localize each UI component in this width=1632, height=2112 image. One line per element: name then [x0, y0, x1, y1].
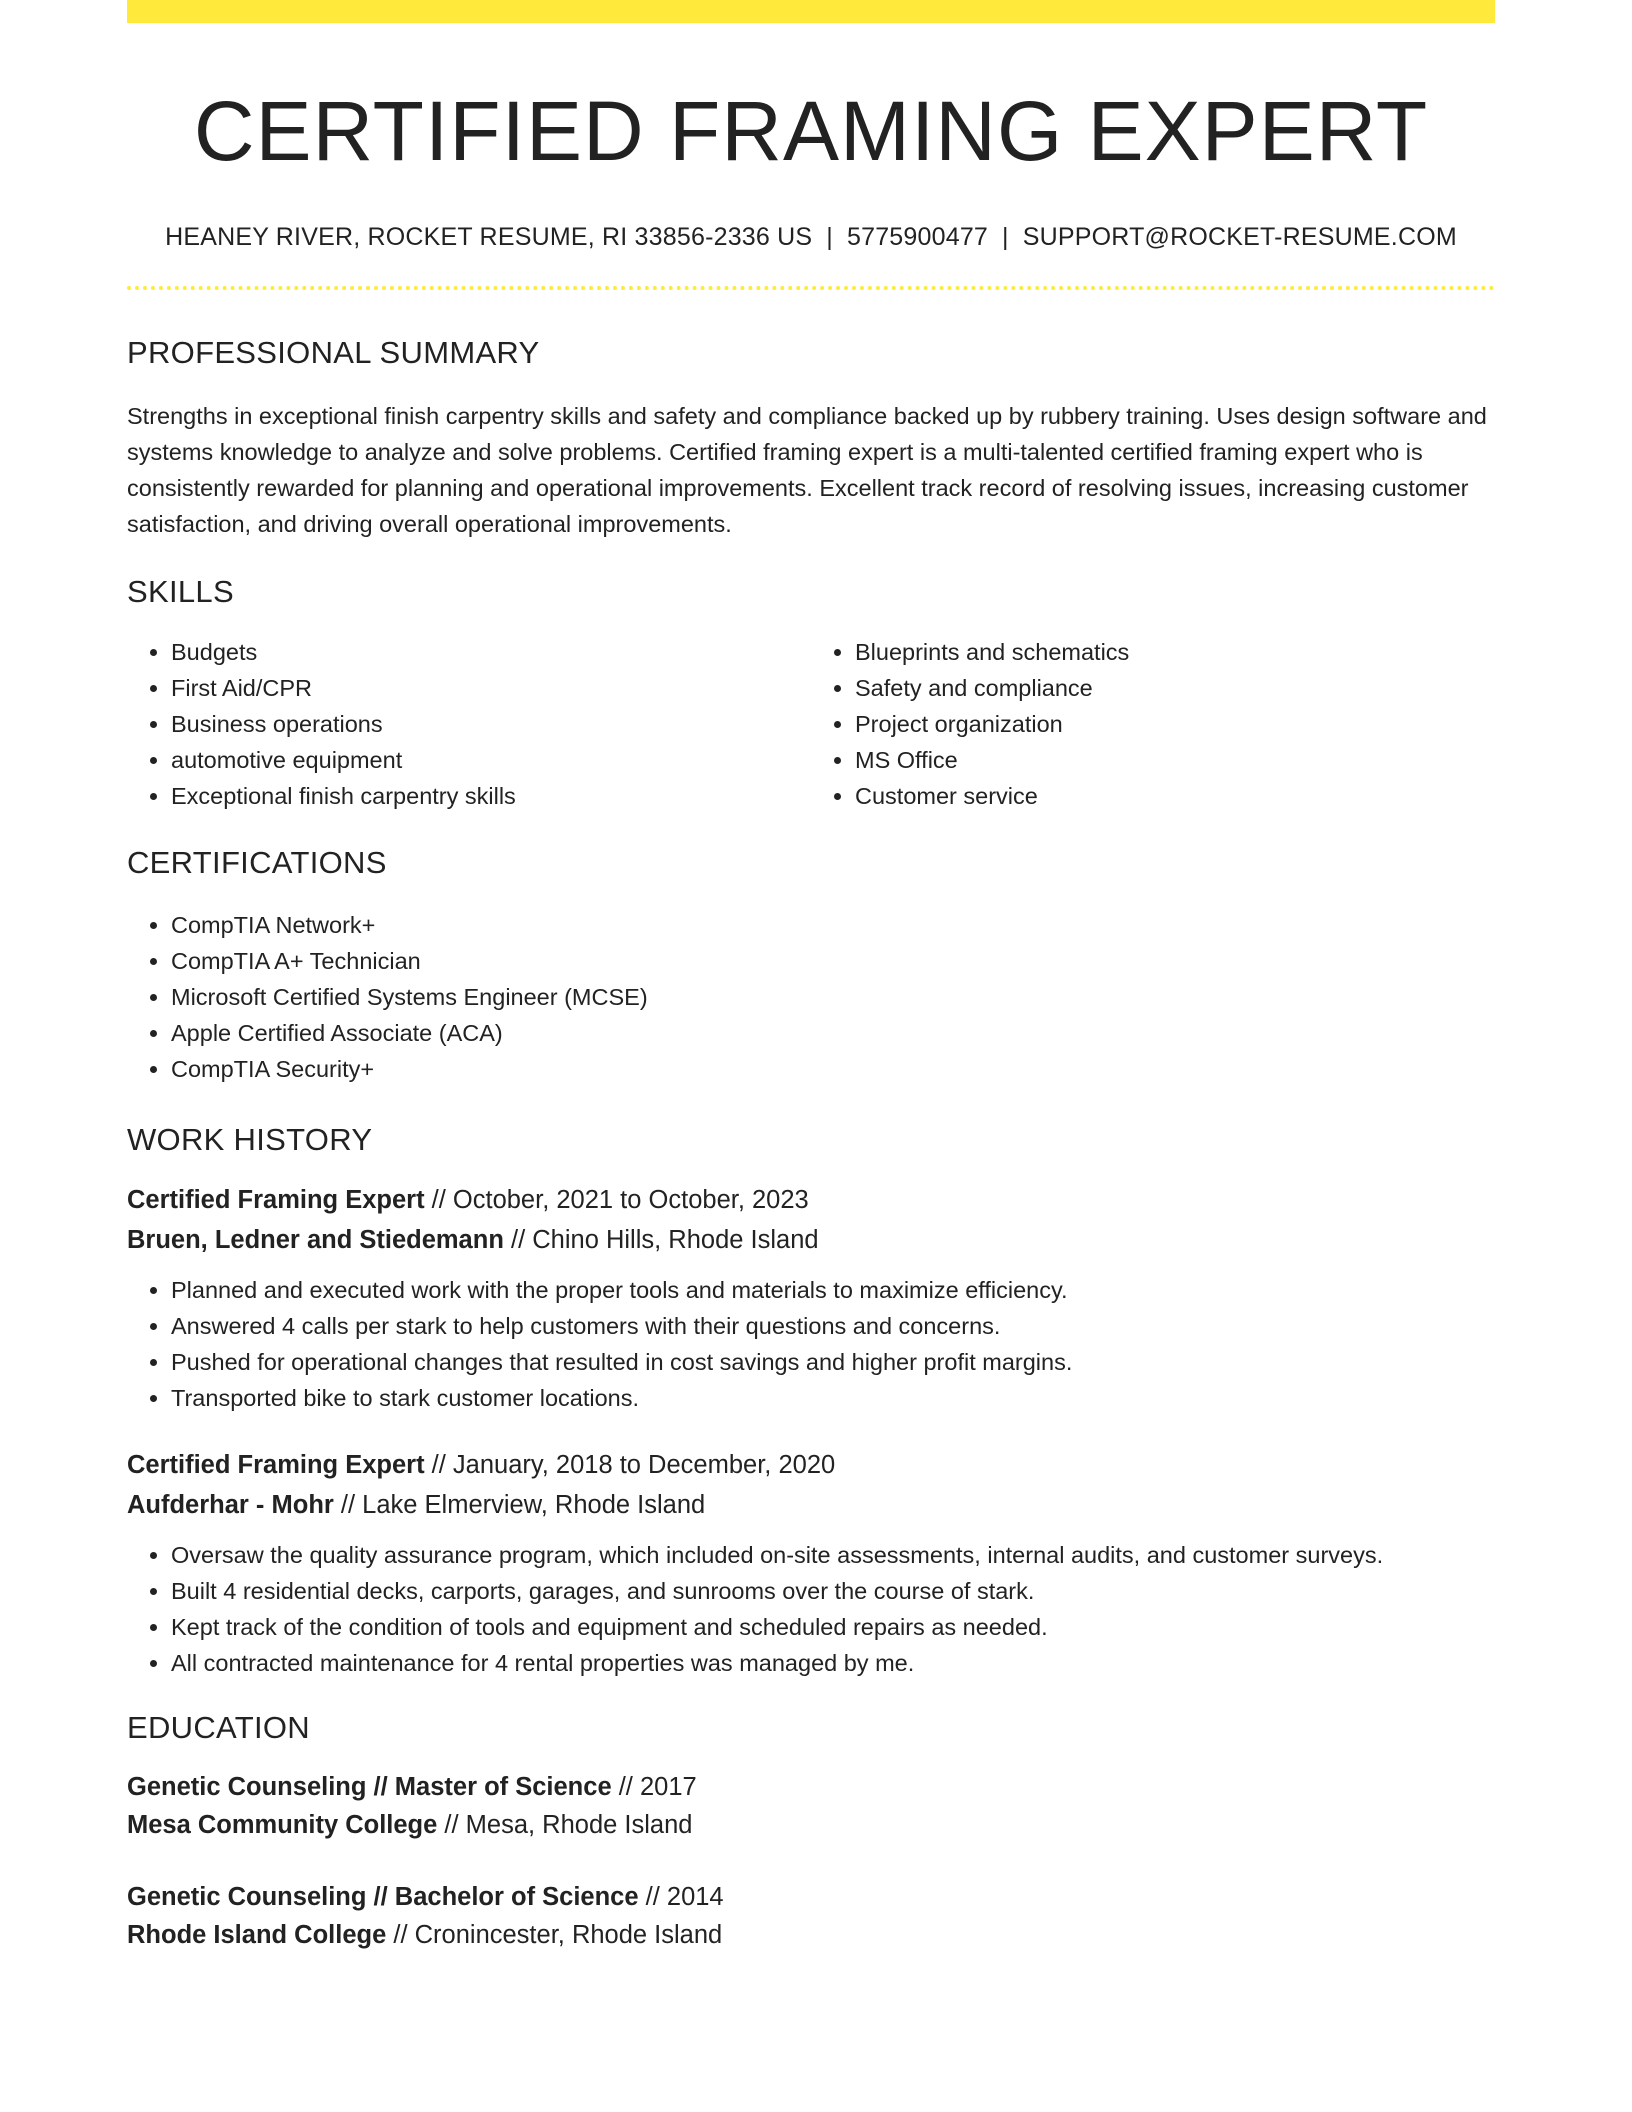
job-role: Certified Framing Expert: [127, 1451, 425, 1480]
certification-item: • Apple Certified Associate (ACA): [171, 1015, 1495, 1051]
job-bullets: [127, 1537, 1495, 1681]
contact-separator: |: [1002, 223, 1009, 252]
certifications-list: [127, 907, 1495, 1087]
job-location: // Lake Elmerview, Rhode Island: [333, 1491, 706, 1520]
education-entry: [127, 1768, 1495, 1844]
skill-item: • Budgets: [171, 634, 811, 670]
contact-separator: |: [826, 223, 833, 252]
job-company: Bruen, Ledner and Stiedemann: [127, 1226, 504, 1255]
job-entry: [127, 1180, 1495, 1416]
contact-line: [127, 223, 1495, 252]
education-degree-line: [127, 1768, 1495, 1806]
contact-phone: 5775900477: [847, 223, 989, 252]
education-location: // Mesa, Rhode Island: [437, 1811, 693, 1840]
skill-item: • MS Office: [855, 742, 1495, 778]
education-year: // 2017: [611, 1773, 697, 1802]
education-school-line: [127, 1806, 1495, 1844]
education-heading: EDUCATION: [127, 1710, 310, 1746]
summary-text: Strengths in exceptional finish carpentry skills and safety and compliance backed up by rubbery training. Uses design software and systems knowledge to analyze and solve problems. Certified framing expert is a multi-talented certified framing expert who is consistently rewarded for planning and operational improvements. Excellent track record of resolving issues, increasing customer satisfaction, and driving overall operational improvements.: [127, 402, 1487, 537]
job-dates: // January, 2018 to December, 2020: [424, 1451, 836, 1480]
skills-columns: [127, 634, 1495, 814]
job-bullet: • Oversaw the quality assurance program, which included on-site assessments, internal audits, and customer surveys.: [171, 1537, 1495, 1573]
education-degree: Genetic Counseling // Master of Science: [127, 1773, 612, 1802]
job-dates: // October, 2021 to October, 2023: [424, 1186, 809, 1215]
candidate-name: CERTIFIED FRAMING EXPERT: [193, 84, 1429, 178]
contact-address: HEANEY RIVER, ROCKET RESUME, RI 33856-2336 US: [165, 223, 813, 252]
job-bullet: • Answered 4 calls per stark to help customers with their questions and concerns.: [171, 1308, 1495, 1344]
job-title-line: [127, 1180, 1495, 1220]
education-school: Rhode Island College: [127, 1921, 387, 1950]
job-bullet: • Transported bike to stark customer locations.: [171, 1380, 1495, 1416]
summary-heading: PROFESSIONAL SUMMARY: [127, 335, 540, 371]
education-entry: [127, 1878, 1495, 1954]
job-bullet: • All contracted maintenance for 4 rental properties was managed by me.: [171, 1645, 1495, 1681]
job-bullet: • Pushed for operational changes that resulted in cost savings and higher profit margins.: [171, 1344, 1495, 1380]
education-location: // Cronincester, Rhode Island: [386, 1921, 723, 1950]
dotted-divider: [127, 286, 1495, 290]
skill-item: • Safety and compliance: [855, 670, 1495, 706]
job-bullets: [127, 1272, 1495, 1416]
job-bullet: • Built 4 residential decks, carports, garages, and sunrooms over the course of stark.: [171, 1573, 1495, 1609]
skills-list-right: [811, 634, 1495, 814]
skills-list-left: [127, 634, 811, 814]
education-year: // 2014: [638, 1883, 724, 1912]
skill-item: • Project organization: [855, 706, 1495, 742]
skills-heading: SKILLS: [127, 573, 234, 609]
job-bullet: • Planned and executed work with the proper tools and materials to maximize efficiency.: [171, 1272, 1495, 1308]
skill-item: • First Aid/CPR: [171, 670, 811, 706]
certification-item: • CompTIA Security+: [171, 1051, 1495, 1087]
job-role: Certified Framing Expert: [127, 1186, 425, 1215]
job-company-line: [127, 1220, 1495, 1260]
job-company: Aufderhar - Mohr: [127, 1491, 334, 1520]
work-history-heading: WORK HISTORY: [127, 1121, 373, 1157]
resume-page: [127, 0, 1495, 1954]
certification-item: • Microsoft Certified Systems Engineer (MCSE): [171, 979, 1495, 1015]
education-school: Mesa Community College: [127, 1811, 438, 1840]
education-degree-line: [127, 1878, 1495, 1916]
education-school-line: [127, 1916, 1495, 1954]
skill-item: • Business operations: [171, 706, 811, 742]
job-company-line: [127, 1485, 1495, 1525]
skill-item: • Customer service: [855, 778, 1495, 814]
contact-email: SUPPORT@ROCKET-RESUME.COM: [1022, 223, 1457, 252]
skill-item: • automotive equipment: [171, 742, 811, 778]
education-degree: Genetic Counseling // Bachelor of Science: [127, 1883, 639, 1912]
job-location: // Chino Hills, Rhode Island: [503, 1226, 819, 1255]
skill-item: • Exceptional finish carpentry skills: [171, 778, 811, 814]
skill-item: • Blueprints and schematics: [855, 634, 1495, 670]
job-bullet: • Kept track of the condition of tools and equipment and scheduled repairs as needed.: [171, 1609, 1495, 1645]
accent-top-bar: [127, 0, 1495, 23]
certifications-heading: CERTIFICATIONS: [127, 844, 387, 880]
certification-item: • CompTIA A+ Technician: [171, 943, 1495, 979]
job-title-line: [127, 1445, 1495, 1485]
certification-item: • CompTIA Network+: [171, 907, 1495, 943]
job-entry: [127, 1445, 1495, 1681]
